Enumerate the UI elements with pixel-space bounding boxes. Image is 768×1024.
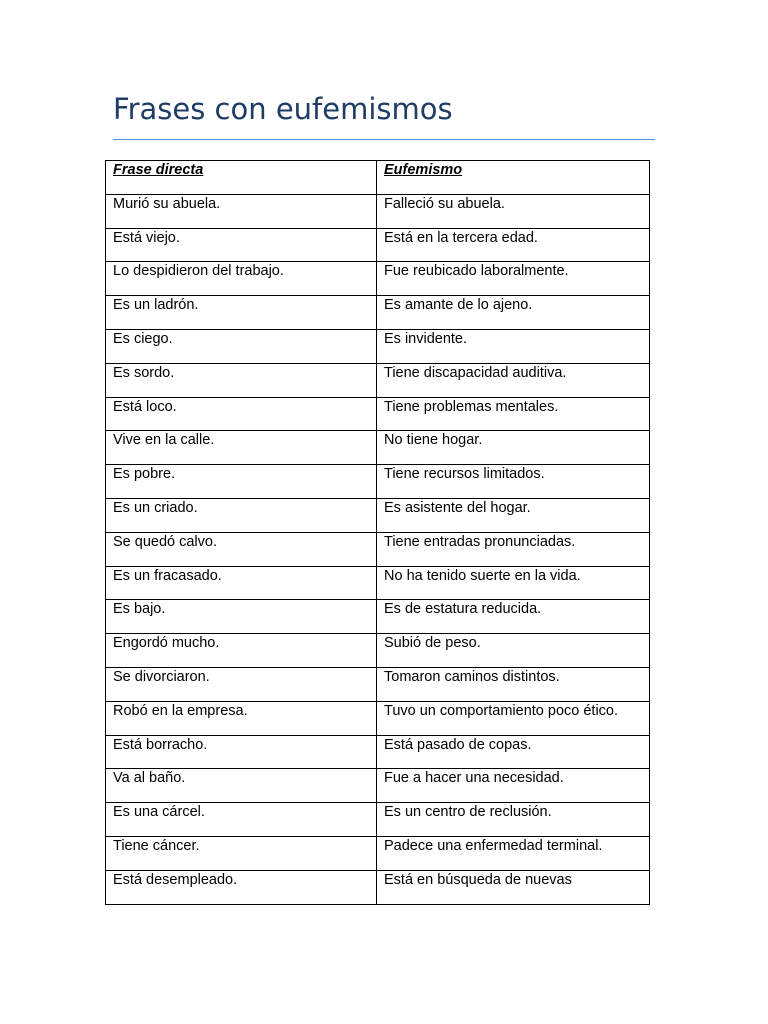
- cell-direct-phrase: Tiene cáncer.: [106, 836, 377, 870]
- cell-euphemism: Es amante de lo ajeno.: [377, 296, 650, 330]
- table-row: [106, 228, 650, 262]
- cell-euphemism: Está en la tercera edad.: [377, 228, 650, 262]
- cell-euphemism: Es asistente del hogar.: [377, 498, 650, 532]
- cell-direct-phrase: Lo despidieron del trabajo.: [106, 262, 377, 296]
- cell-direct-phrase: Está viejo.: [106, 228, 377, 262]
- table-row: [106, 667, 650, 701]
- cell-euphemism: Tiene recursos limitados.: [377, 465, 650, 499]
- cell-euphemism: Fue reubicado laboralmente.: [377, 262, 650, 296]
- table-row: [106, 329, 650, 363]
- table-row: [106, 498, 650, 532]
- table-body: [106, 194, 650, 904]
- cell-direct-phrase: Murió su abuela.: [106, 194, 377, 228]
- cell-euphemism: No ha tenido suerte en la vida.: [377, 566, 650, 600]
- table-row: [106, 769, 650, 803]
- table-row: [106, 262, 650, 296]
- table-row: [106, 397, 650, 431]
- cell-direct-phrase: Es un fracasado.: [106, 566, 377, 600]
- cell-direct-phrase: Está desempleado.: [106, 870, 377, 904]
- table-row: [106, 532, 650, 566]
- table-row: [106, 194, 650, 228]
- table-row: [106, 803, 650, 837]
- cell-direct-phrase: Está borracho.: [106, 735, 377, 769]
- cell-euphemism: Fue a hacer una necesidad.: [377, 769, 650, 803]
- cell-euphemism: Está pasado de copas.: [377, 735, 650, 769]
- table-row: [106, 701, 650, 735]
- cell-euphemism: Tomaron caminos distintos.: [377, 667, 650, 701]
- cell-direct-phrase: Robó en la empresa.: [106, 701, 377, 735]
- cell-direct-phrase: Está loco.: [106, 397, 377, 431]
- table-row: [106, 296, 650, 330]
- table-row: [106, 735, 650, 769]
- table-row: [106, 465, 650, 499]
- cell-euphemism: Tiene discapacidad auditiva.: [377, 363, 650, 397]
- euphemisms-table: [105, 160, 650, 905]
- cell-direct-phrase: Es pobre.: [106, 465, 377, 499]
- cell-direct-phrase: Vive en la calle.: [106, 431, 377, 465]
- cell-direct-phrase: Se divorciaron.: [106, 667, 377, 701]
- table-row: [106, 431, 650, 465]
- title-underline: [113, 139, 655, 140]
- cell-euphemism: Falleció su abuela.: [377, 194, 650, 228]
- cell-euphemism: Subió de peso.: [377, 634, 650, 668]
- cell-euphemism: Tiene problemas mentales.: [377, 397, 650, 431]
- table-row: [106, 566, 650, 600]
- cell-direct-phrase: Es un ladrón.: [106, 296, 377, 330]
- cell-euphemism: Es un centro de reclusión.: [377, 803, 650, 837]
- table-row: [106, 600, 650, 634]
- cell-euphemism: Es de estatura reducida.: [377, 600, 650, 634]
- cell-euphemism: Tuvo un comportamiento poco ético.: [377, 701, 650, 735]
- table-row: [106, 634, 650, 668]
- table-row: [106, 363, 650, 397]
- cell-direct-phrase: Es ciego.: [106, 329, 377, 363]
- cell-euphemism: Es invidente.: [377, 329, 650, 363]
- cell-direct-phrase: Es sordo.: [106, 363, 377, 397]
- table-row: [106, 870, 650, 904]
- table-row: [106, 836, 650, 870]
- cell-euphemism: Está en búsqueda de nuevas: [377, 870, 650, 904]
- cell-direct-phrase: Es bajo.: [106, 600, 377, 634]
- cell-direct-phrase: Es un criado.: [106, 498, 377, 532]
- cell-direct-phrase: Va al baño.: [106, 769, 377, 803]
- column-header-direct-phrase: Frase directa: [106, 161, 377, 195]
- cell-euphemism: No tiene hogar.: [377, 431, 650, 465]
- page-title: Frases con eufemismos: [113, 92, 453, 126]
- table-header-row: [106, 161, 650, 195]
- cell-euphemism: Padece una enfermedad terminal.: [377, 836, 650, 870]
- cell-direct-phrase: Se quedó calvo.: [106, 532, 377, 566]
- cell-direct-phrase: Es una cárcel.: [106, 803, 377, 837]
- column-header-euphemism: Eufemismo: [377, 161, 650, 195]
- cell-direct-phrase: Engordó mucho.: [106, 634, 377, 668]
- cell-euphemism: Tiene entradas pronunciadas.: [377, 532, 650, 566]
